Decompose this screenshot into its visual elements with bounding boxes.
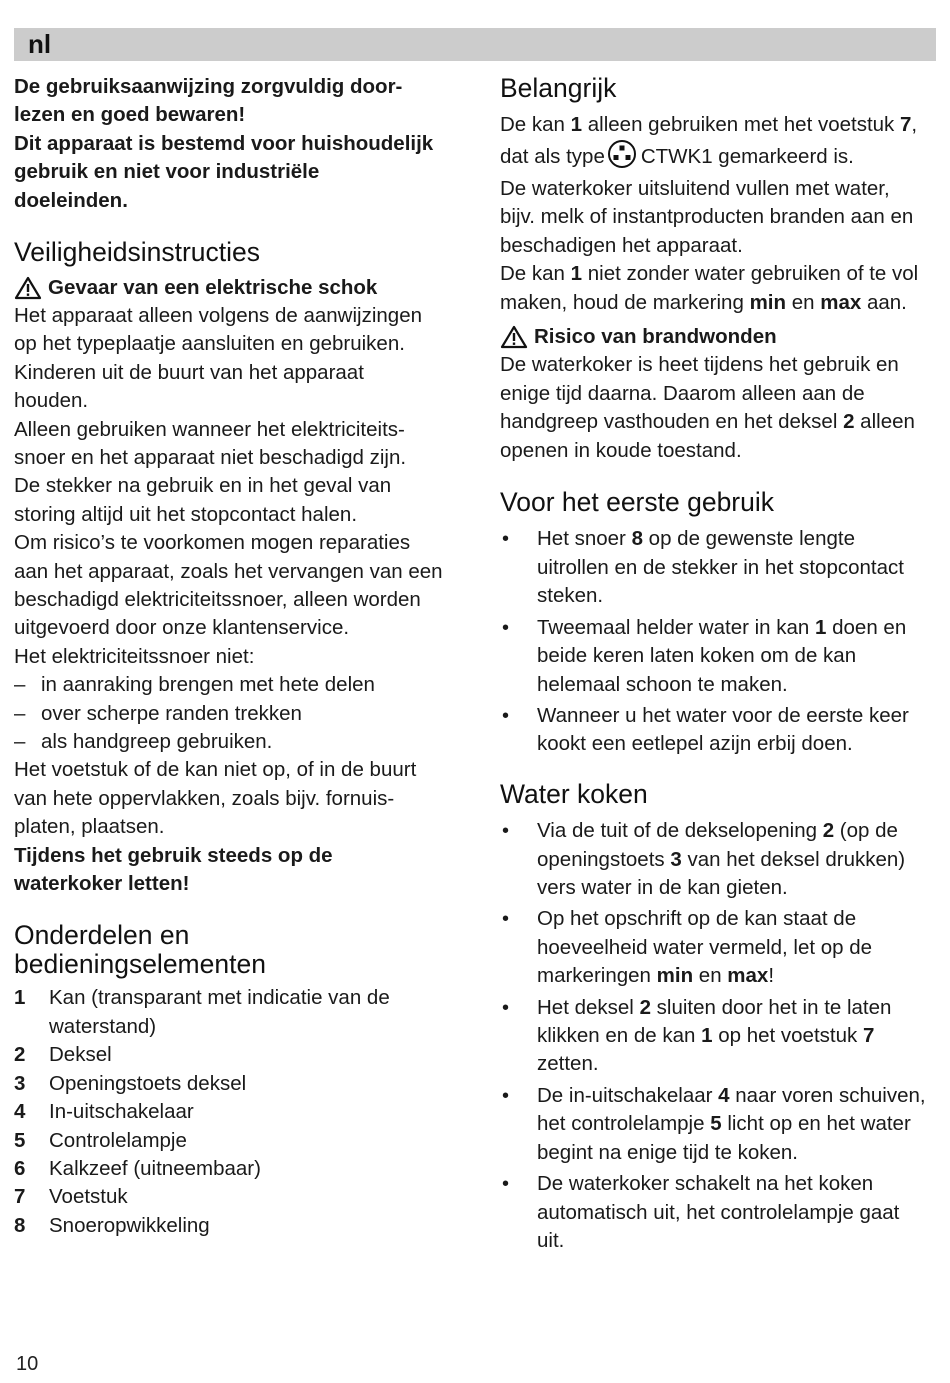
boil-item: • Via de tuit of de dekselopening 2 (op de openingstoets 3 van het deksel drukken) vers water in de kan gieten. — [500, 817, 940, 902]
boil-item: • De waterkoker schakelt na het koken automatisch uit, het controlelampje gaat uit. — [500, 1170, 940, 1255]
warning-triangle-icon — [500, 325, 528, 349]
bullet-marker: • — [502, 820, 510, 843]
parts-number: 2 — [14, 1043, 26, 1067]
dash-item — [14, 671, 464, 699]
parts-heading-line: bedieningselementen — [14, 948, 266, 979]
dash-text: in aanraking brengen met hete delen — [41, 673, 375, 697]
parts-text: Openingstoets deksel — [49, 1071, 247, 1095]
bullet-marker: • — [502, 908, 510, 931]
parts-item — [14, 984, 464, 1012]
safety-line: Het elektriciteitssnoer niet: — [14, 644, 255, 668]
dash-item — [14, 700, 464, 728]
intro-line: Dit apparaat is bestemd voor huishoudelijk — [14, 131, 434, 155]
warning-triangle-icon — [14, 276, 42, 300]
safety-text — [14, 302, 464, 671]
parts-number: 5 — [14, 1128, 26, 1152]
boil-heading: Water koken — [500, 778, 648, 809]
parts-heading — [14, 921, 464, 978]
important-line: De kan 1 alleen gebruiken met het voetstuk 7, — [500, 112, 918, 136]
parts-number: 3 — [14, 1071, 26, 1095]
safety-line: snoer en het apparaat niet beschadigd zijn. — [14, 445, 407, 469]
burn-warning-label: Risico van brandwonden — [534, 324, 777, 348]
parts-list — [14, 984, 464, 1240]
intro-line: doeleinden. — [14, 188, 128, 212]
burn-line: handgreep vasthouden en het deksel 2 alleen — [500, 410, 915, 434]
burn-warning — [500, 323, 940, 351]
boil-item: • Het deksel 2 sluiten door het in te laten klikken en de kan 1 op het voetstuk 7 zetten. — [500, 994, 940, 1079]
type-mark-icon — [607, 139, 637, 169]
burn-line: openen in koude toestand. — [500, 438, 742, 462]
boil-list — [500, 817, 940, 1255]
boil-item: • Op het opschrift op de kan staat de hoeveelheid water vermeld, let op de markeringen min en max! — [500, 905, 940, 990]
burn-line: enige tijd daarna. Daarom alleen aan de — [500, 381, 865, 405]
safety-bold-line: waterkoker letten! — [14, 872, 190, 896]
parts-number: 8 — [14, 1213, 26, 1237]
parts-item — [14, 1098, 464, 1126]
safety-bold-line: Tijdens het gebruik steeds op de — [14, 843, 333, 867]
parts-number: 7 — [14, 1185, 26, 1209]
right-column — [500, 74, 940, 1258]
safety-after — [14, 756, 464, 898]
bullet-marker: • — [502, 1084, 510, 1107]
safety-line: houden. — [14, 389, 89, 413]
important-line: De kan 1 niet zonder water gebruiken of te vol — [500, 262, 919, 286]
parts-text: waterstand) — [49, 1014, 157, 1038]
safety-line: aan het apparaat, zoals het vervangen van een — [14, 559, 443, 583]
safety-line: platen, plaatsen. — [14, 815, 165, 839]
burn-text — [500, 351, 940, 465]
safety-line: De stekker na gebruik en in het geval van — [14, 474, 392, 498]
parts-item — [14, 1127, 464, 1155]
safety-line: uitgevoerd door onze klantenservice. — [14, 616, 350, 640]
dash-marker: – — [14, 701, 26, 725]
dash-text: als handgreep gebruiken. — [41, 730, 273, 754]
safety-line: Om risico’s te voorkomen mogen reparaties — [14, 531, 411, 555]
safety-line: Alleen gebruiken wanneer het elektriciteits- — [14, 417, 405, 441]
bullet-marker: • — [502, 996, 510, 1019]
dash-text: over scherpe randen trekken — [41, 701, 302, 725]
important-line: De waterkoker uitsluitend vullen met water, — [500, 176, 890, 200]
important-line: maken, houd de markering min en max aan. — [500, 290, 907, 314]
bullet-marker: • — [502, 616, 510, 639]
dash-marker: – — [14, 730, 26, 754]
parts-text: Kan (transparant met indicatie van de — [49, 986, 390, 1010]
dash-item — [14, 728, 464, 756]
shock-warning — [14, 274, 464, 302]
bullet-marker: • — [502, 704, 510, 727]
parts-item — [14, 1212, 464, 1240]
parts-text: Snoeropwikkeling — [49, 1213, 210, 1237]
first-use-item: • Wanneer u het water voor de eerste keer kookt een eetlepel azijn erbij doen. — [500, 702, 940, 759]
parts-heading-line: Onderdelen en — [14, 920, 190, 951]
language-tab — [14, 28, 936, 61]
first-use-item: • Tweemaal helder water in kan 1 doen en beide keren laten koken om de kan helemaal schoon te maken. — [500, 614, 940, 699]
parts-number: 1 — [14, 986, 26, 1010]
parts-text: In-uitschakelaar — [49, 1100, 194, 1124]
parts-text: Kalkzeef (uitneembaar) — [49, 1156, 261, 1180]
page-number: 10 — [16, 1353, 39, 1375]
bullet-marker: • — [502, 528, 510, 551]
parts-item — [14, 1013, 464, 1041]
intro-notice — [14, 73, 464, 215]
parts-number: 4 — [14, 1100, 26, 1124]
burn-line: De waterkoker is heet tijdens het gebruik en — [500, 353, 899, 377]
intro-line: De gebruiksaanwijzing zorgvuldig door- — [14, 75, 403, 98]
parts-number: 6 — [14, 1156, 26, 1180]
important-text — [500, 111, 940, 317]
important-line: beschadigen het apparaat. — [500, 233, 743, 257]
safety-line: Het voetstuk of de kan niet op, of in de buurt — [14, 758, 417, 782]
first-use-item: • Het snoer 8 op de gewenste lengte uitrollen en de stekker in het stopcontact steken. — [500, 525, 940, 610]
safety-line: Het apparaat alleen volgens de aanwijzingen — [14, 303, 423, 327]
safety-line: van hete oppervlakken, zoals bijv. fornuis- — [14, 786, 395, 810]
safety-line: op het typeplaatje aansluiten en gebruiken. — [14, 332, 405, 356]
parts-text: Deksel — [49, 1043, 112, 1067]
parts-text: Controlelampje — [49, 1128, 187, 1152]
intro-line: lezen en goed bewaren! — [14, 103, 246, 127]
safety-line: beschadigd elektriciteitssnoer, alleen worden — [14, 588, 421, 611]
dash-marker: – — [14, 673, 26, 697]
parts-number — [14, 1013, 49, 1041]
parts-item — [14, 1155, 464, 1183]
intro-line: gebruik en niet voor industriële — [14, 160, 320, 184]
important-line: dat als type CTWK1 gemarkeerd is. — [500, 139, 940, 175]
parts-text: Voetstuk — [49, 1185, 128, 1209]
shock-warning-label: Gevaar van een elektrische schok — [48, 275, 378, 299]
parts-item — [14, 1041, 464, 1069]
boil-item: • De in-uitschakelaar 4 naar voren schuiven, het controlelampje 5 licht op en het water begint na enige tijd te koken. — [500, 1082, 940, 1167]
cord-dash-list — [14, 671, 464, 756]
first-use-list — [500, 525, 940, 758]
left-column — [14, 70, 464, 1240]
bullet-marker: • — [502, 1173, 510, 1196]
important-heading: Belangrijk — [500, 73, 617, 103]
important-line: bijv. melk of instantproducten branden aan en — [500, 205, 914, 229]
first-use-heading: Voor het eerste gebruik — [500, 486, 775, 517]
language-label: nl — [28, 29, 52, 59]
safety-heading: Veiligheidsinstructies — [14, 237, 260, 268]
parts-item — [14, 1070, 464, 1098]
safety-line: storing altijd uit het stopcontact halen. — [14, 502, 358, 526]
safety-line: Kinderen uit de buurt van het apparaat — [14, 360, 364, 384]
parts-item — [14, 1183, 464, 1211]
